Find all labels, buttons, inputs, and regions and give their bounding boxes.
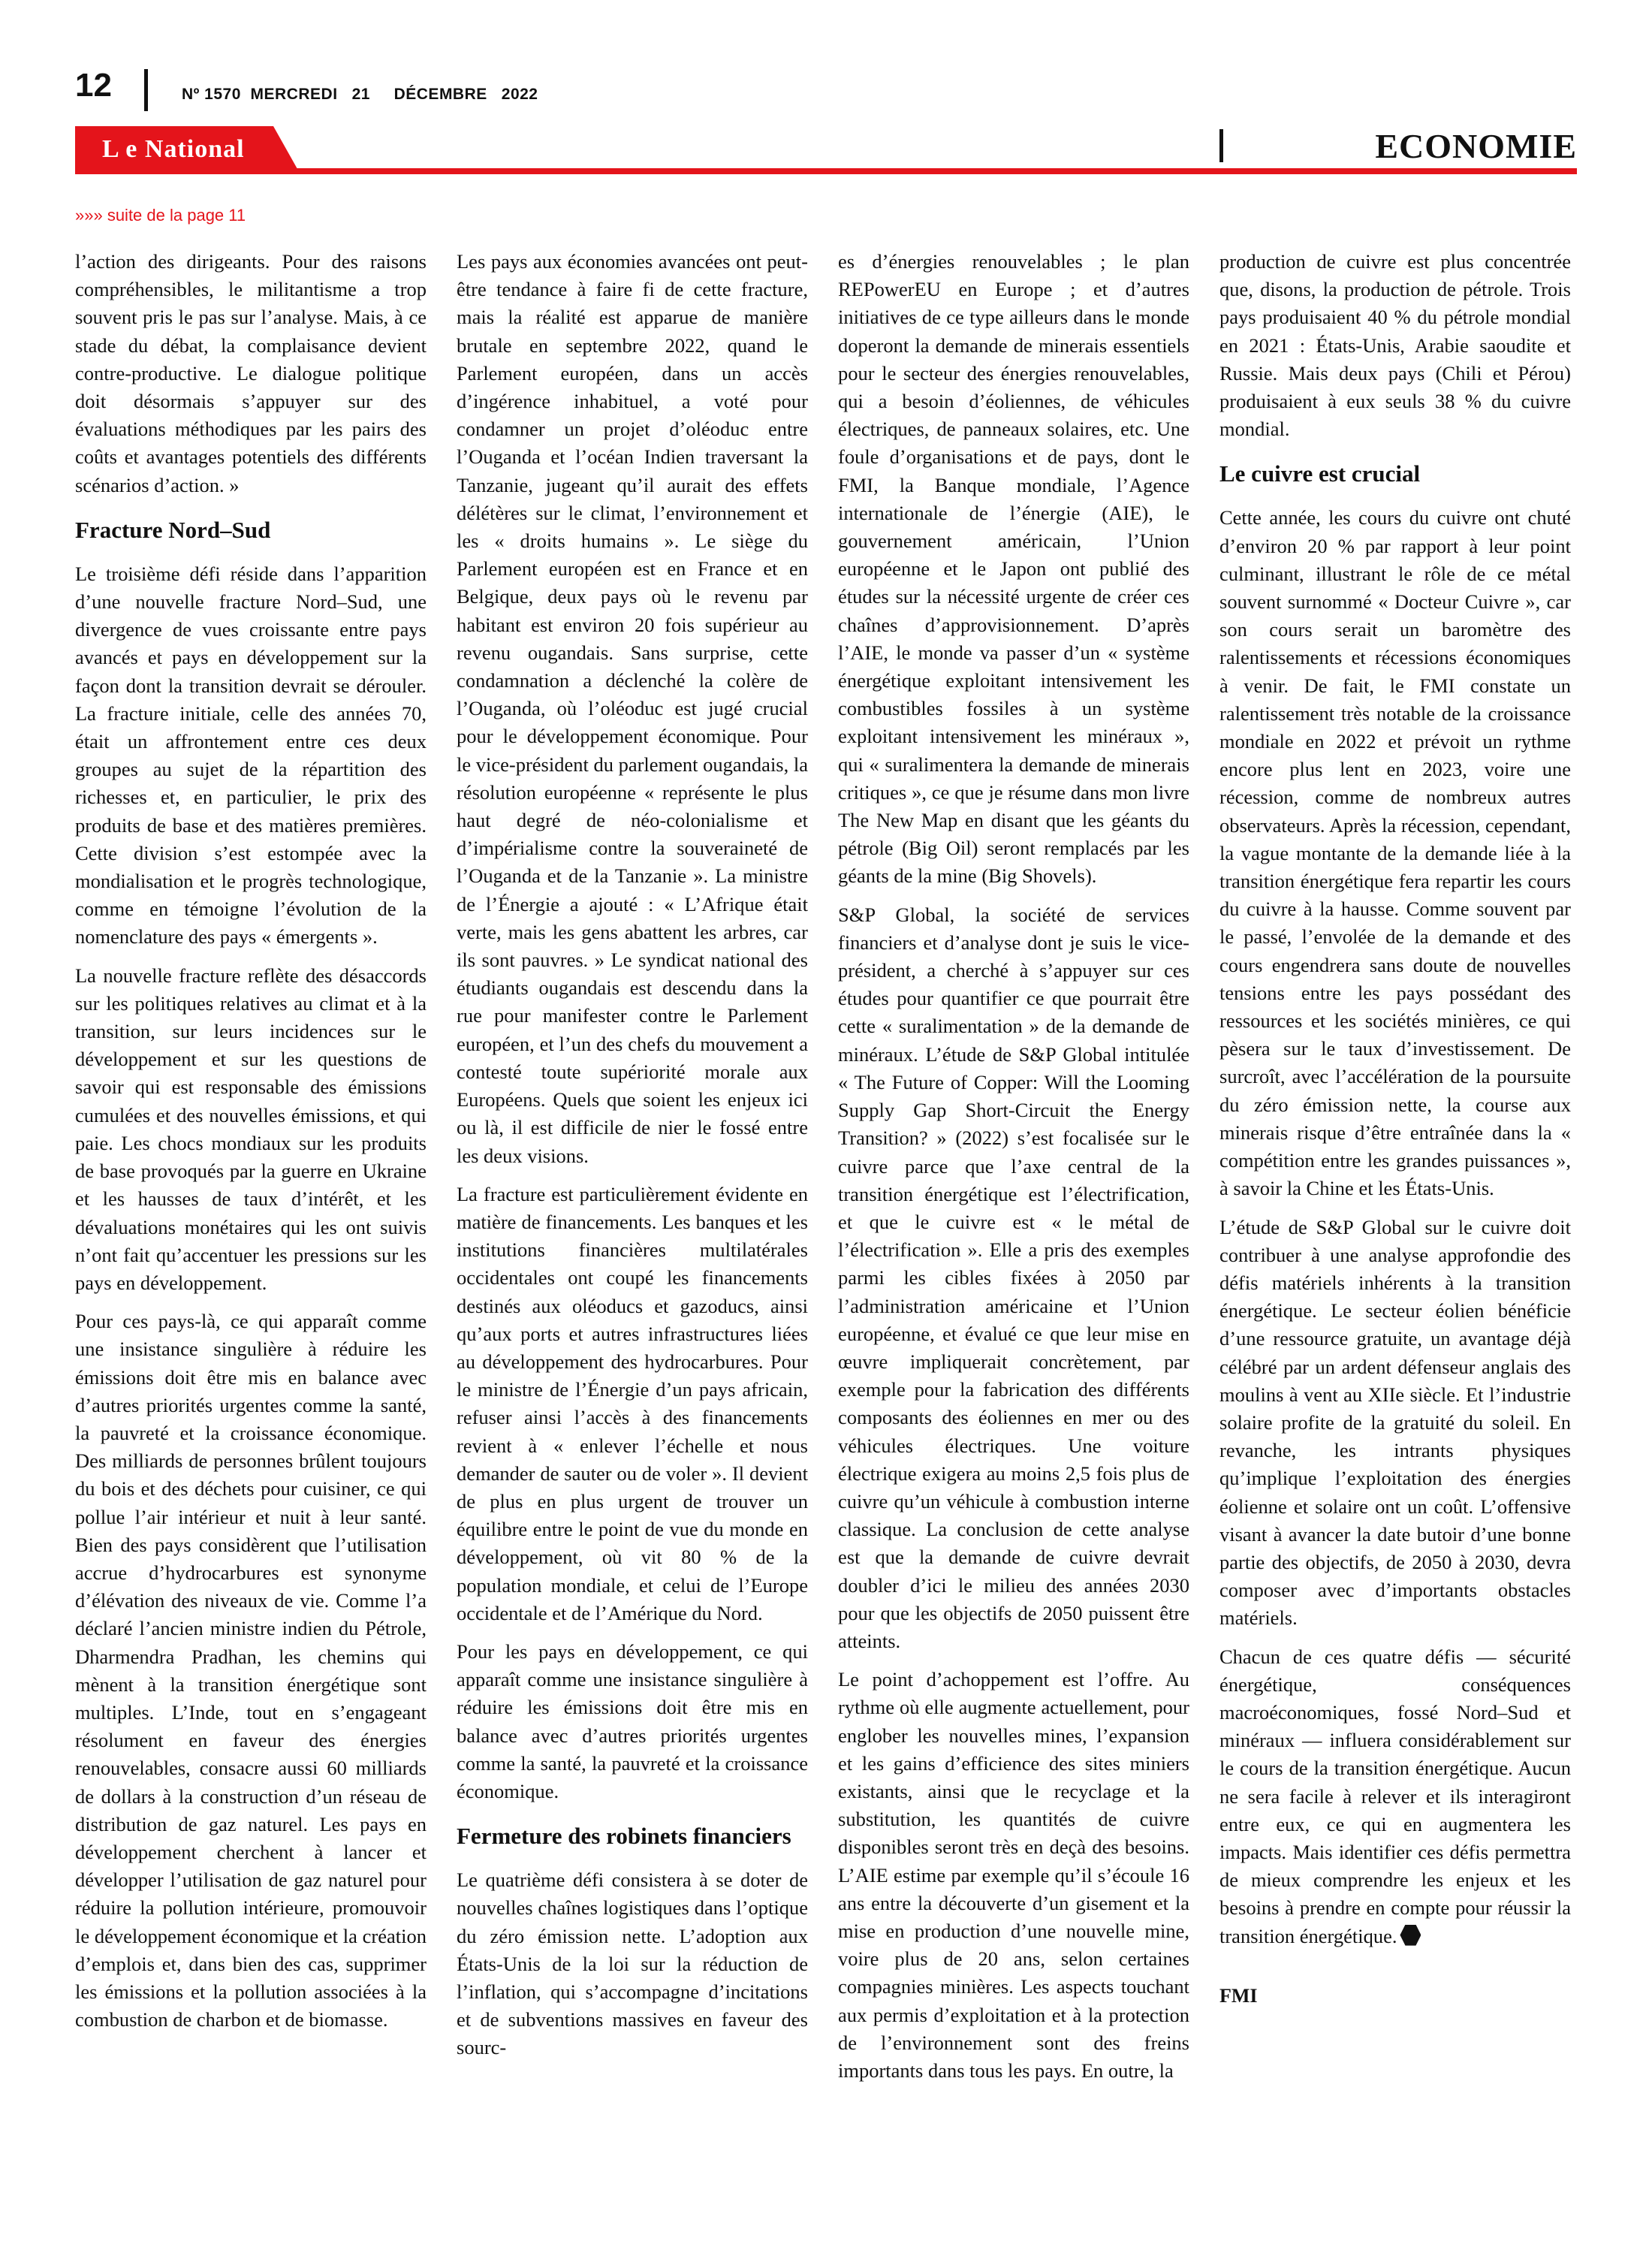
paragraph: La fracture est particulièrement évidente en matière de financements. Les banques et les institutions financières multilatérales occidentales ont coupé les financements destinés aux oléoducs et gazoducs, ainsi qu’aux ports et autres infrastructures liées au développement des hydrocarbures. Pour le ministre de l’Énergie d’un pays africain, refuser ainsi l’accès à des financements revient à « enlever l’échelle et nous demander de sauter ou de voler ». Il devient de plus en plus urgent de trouver un équilibre entre le point de vue du monde en développement, où vit 80 % de la population mondiale, et celui de l’Europe occidentale et de l’Amérique du Nord.: [457, 1182, 808, 1624]
paragraph: Cette année, les cours du cuivre ont chuté d’environ 20 % par rapport à leur point culminant, illustrant le rôle de ce métal souvent surnommé « Docteur Cuivre », car son cours serait un baromètre des ralentissements et récessions économiques à venir. De fait, le FMI constate un ralentissement très notable de la croissance mondiale en 2022 et prévoit un rythme encore plus lent en 2023, voire une récession, comme de nombreux autres observateurs. Après la récession, cependant, la vague montante de la demande liée à la transition énergétique fera repartir les cours du cuivre à la hausse. Comme souvent par le passé, l’envolée de la demande et des cours engendrera sans doute de nouvelles tensions entre les pays possédant des ressources et les sociétés minières, ce qui pèsera sur le taux d’investissement. De surcroît, avec l’accélération de la poursuite du zéro émission nette, la course aux minerais risque d’être entraînée dans la « compétition entre les grandes puissances », à savoir la Chine et les États-Unis.: [1219, 506, 1571, 1200]
header-divider-right: [1219, 129, 1223, 162]
subheading-cuivre-crucial: Le cuivre est crucial: [1219, 460, 1421, 487]
paragraph: Le point d’achoppement est l’offre. Au rythme où elle augmente actuellement, pour englober les nouvelles mines, l’expansion et les gains d’efficience des sites miniers existants, ainsi que le recyclage et la substitution, les quantités de cuivre disponibles seront très en deçà des besoins. L’AIE estime par exemple qu’il s’écoule 16 ans entre la découverte d’un gisement et la mise en production d’une nouvelle mine, voire plus de 20 ans, selon certaines compagnies minières. Les aspects touchant aux permis d’exploitation et à la protection de l’environnement sont des freins importants dans tous les pays. En outre, la: [838, 1668, 1189, 2082]
author-signature: FMI: [1219, 1984, 1258, 2007]
paragraph: l’action des dirigeants. Pour des raisons compréhensibles, le militantisme a trop souvent pris le pas sur l’analyse. Mais, à ce stade du débat, la complaisance devient contre-productive. Le dialogue politique doit désormais s’appuyer sur des évaluations méthodiques par les pairs des coûts et avantages potentiels des différents scénarios d’action. »: [75, 250, 427, 496]
paragraph: La nouvelle fracture reflète des désaccords sur les politiques relatives au climat et à la transition, sur leurs incidences sur le développement et sur les questions de savoir qui est responsable des émissions cumulées et des nouvelles émissions, et qui paie. Les chocs mondiaux sur les produits de base provoqués par la guerre en Ukraine et les hausses de taux d’intérêt, et les dévaluations monétaires qui les ont suivis n’ont fait qu’accentuer les pressions sur les pays en développement.: [75, 964, 427, 1294]
paragraph: es d’énergies renouvelables ; le plan REPowerEU en Europe ; et d’autres initiatives de ce type ailleurs dans le monde doperont la demande de minerais essentiels pour le secteur des énergies renouvelables, qui a besoin d’éoliennes, de véhicules électriques, de panneaux solaires, etc. Une foule d’organisations et de pays, dont le FMI, la Banque mondiale, l’Agence internationale de l’énergie (AIE), le gouvernement américain, l’Union européenne et le Japon ont publié des études sur la nécessité urgente de créer ces chaînes d’approvisionnement. D’après l’AIE, le monde va passer d’un « système énergétique exploitant intensivement les combustibles fossiles à un système exploitant intensivement les minéraux », qui « suralimentera la demande de minerais critiques », ce que je résume dans mon livre The New Map en disant que les géants du pétrole (Big Oil) seront remplacés par les géants de la mine (Big Shovels).: [838, 250, 1189, 888]
newspaper-logo: L e National: [102, 135, 245, 163]
page-number: 12: [75, 67, 112, 104]
article-column-4: [1219, 248, 1571, 2010]
paragraph-final: [1219, 1643, 1571, 1950]
article-column-1: [75, 248, 427, 2044]
continued-from-link[interactable]: »»» suite de la page 11: [75, 206, 246, 225]
header-red-rule: [75, 168, 1577, 174]
subheading-fermeture-robinets: Fermeture des robinets financiers: [457, 1823, 791, 1850]
issue-info: Nº 1570 MERCREDI 21 DÉCEMBRE 2022: [182, 86, 538, 103]
paragraph: Pour ces pays-là, ce qui apparaît comme une insistance singulière à réduire les émissions doit être mis en balance avec d’autres priorités urgentes comme la santé, la pauvreté et la croissance économique. Des milliards de personnes brûlent toujours du bois et des déchets pour cuisiner, ce qui pollue l’air intérieur et nuit à leur santé. Bien des pays considèrent que l’utilisation accrue d’hydrocarbures est synonyme d’élévation des niveaux de vie. Comme l’a déclaré l’ancien ministre indien du Pétrole, Dharmendra Pradhan, les chemins qui mènent à la transition énergétique sont multiples. L’Inde, tout en s’engageant résolument en faveur des énergies renouvelables, consacre aussi 60 milliards de dollars à la construction d’un réseau de distribution de gaz naturel. Les pays en développement cherchent à lancer et développer l’utilisation de gaz naturel pour réduire la pollution intérieure, promouvoir le développement économique et la création d’emplois et, dans bien des cas, supprimer les émissions et la pollution associées à la combustion de charbon et de biomasse.: [75, 1310, 427, 2031]
paragraph: S&P Global, la société de services financiers et d’analyse dont je suis le vice-président, a cherché à s’appuyer sur ces études pour quantifier ce que pourrait être cette « suralimentation » de la demande de minéraux. L’étude de S&P Global intitulée « The Future of Copper: Will the Looming Supply Gap Short-Circuit the Energy Transition? » (2022) s’est focalisée sur le cuivre parce que l’axe central de la transition énergétique est l’électrification, et que le cuivre est « le métal de l’électrification ». Elle a pris des exemples parmi les cibles fixées à 2050 par l’administration américaine et l’Union européenne, et évalué ce que leur mise en œuvre impliquerait concrètement, par exemple pour la fabrication des différents composants des éoliennes en mer ou des véhicules électriques. Une voiture électrique exigera au moins 2,5 fois plus de cuivre qu’un véhicule à combustion interne classique. La conclusion de cette analyse est que la demande de cuivre devrait doubler d’ici le milieu des années 2030 pour que les objectifs de 2050 puissent être atteints.: [838, 903, 1189, 1652]
paragraph: Les pays aux économies avancées ont peut-être tendance à faire fi de cette fracture, mais la réalité est apparue de manière brutale en septembre 2022, quand le Parlement européen, dans un accès d’ingérence inhabituel, a voté pour condamner un projet d’oléoduc entre l’Ouganda et l’océan Indien traversant la Tanzanie, jugeant qu’il aurait des effets délétères sur le climat, l’environnement et les « droits humains ». Le siège du Parlement européen est en France et en Belgique, deux pays où le revenu par habitant est environ 20 fois supérieur au revenu ougandais. Sans surprise, cette condamnation a déclenché la colère de l’Ouganda, où l’oléoduc est jugé crucial pour le développement économique. Pour le vice-président du parlement ougandais, la résolution européenne « représente le plus haut degré de néo-colonialisme et d’impérialisme contre la souveraineté de l’Ouganda et de la Tanzanie ». La ministre de l’Énergie a ajouté : « L’Afrique était verte, mais les gens abattent les arbres, car ils sont pauvres. » Le syndicat national des étudiants ougandais est descendu dans la rue pour manifester contre le Parlement européen, et l’un des chefs du mouvement a contesté toute supériorité morale aux Européens. Quels que soient les enjeux ici ou là, il est difficile de nier le fossé entre les deux visions.: [457, 250, 808, 1167]
paragraph: Le quatrième défi consistera à se doter de nouvelles chaînes logistiques dans l’optique du zéro émission nette. L’adoption aux États-Unis de la loi sur la réduction de l’inflation, qui s’accompagne d’incitations et de subventions massives en faveur des sourc-: [457, 1868, 808, 2059]
article-column-2: [457, 248, 808, 2073]
paragraph: Le troisième défi réside dans l’apparition d’une nouvelle fracture Nord–Sud, une divergence de vues croissante entre pays avancés et pays en développement sur la façon dont la transition devrait se dérouler. La fracture initiale, celle des années 70, était un affrontement entre ces deux groupes au sujet de la répartition des richesses et, en particulier, le prix des produits de base et des matières premières. Cette division s’est estompée avec la mondialisation et le progrès technologique, comme en témoigne l’évolution de la nomenclature des pays « émergents ».: [75, 562, 427, 949]
paragraph-final-text: Chacun de ces quatre défis — sécurité énergétique, conséquences macroéconomiques, fossé Nord–Sud et minéraux — influera considérablement sur le cours de la transition énergétique. Aucun ne sera facile à relever et ils interagiront entre eux, ce qui en augmentera les impacts. Mais identifier ces défis permettra de mieux comprendre les enjeux et les besoins à prendre en compte pour réussir la transition énergétique.: [1219, 1645, 1571, 1947]
paragraph: Pour les pays en développement, ce qui apparaît comme une insistance singulière à réduire les émissions doit être mis en balance avec d’autres priorités urgentes comme la santé, la pauvreté et la croissance économique.: [457, 1639, 808, 1802]
paragraph: production de cuivre est plus concentrée que, disons, la production de pétrole. Trois pays produisaient 40 % du pétrole mondial en 2021 : États-Unis, Arabie saoudite et Russie. Mais deux pays (Chili et Pérou) produisaient à eux seuls 38 % du cuivre mondial.: [1219, 250, 1571, 441]
subheading-fracture-nord-sud: Fracture Nord–Sud: [75, 516, 271, 543]
paragraph: L’étude de S&P Global sur le cuivre doit contribuer à une analyse approfondie des défis matériels inhérents à la transition énergétique. Le secteur éolien bénéficie d’une ressource gratuite, un avantage déjà célébré par un ardent défenseur anglais des moulins à vent au XIIe siècle. Et l’industrie solaire profite de la gratuité du soleil. En revanche, les intrants physiques qu’implique l’exploitation des énergies éolienne et solaire ont un coût. L’offensive visant à avancer la date butoir d’une bonne partie des objectifs, de 2050 à 2030, devra composer avec d’importants obstacles matériels.: [1219, 1215, 1571, 1630]
article-column-3: [838, 248, 1189, 2095]
end-of-article-icon: [1400, 1925, 1421, 1946]
section-title: ECONOMIE: [1375, 127, 1577, 165]
header-divider-left: [144, 69, 148, 111]
